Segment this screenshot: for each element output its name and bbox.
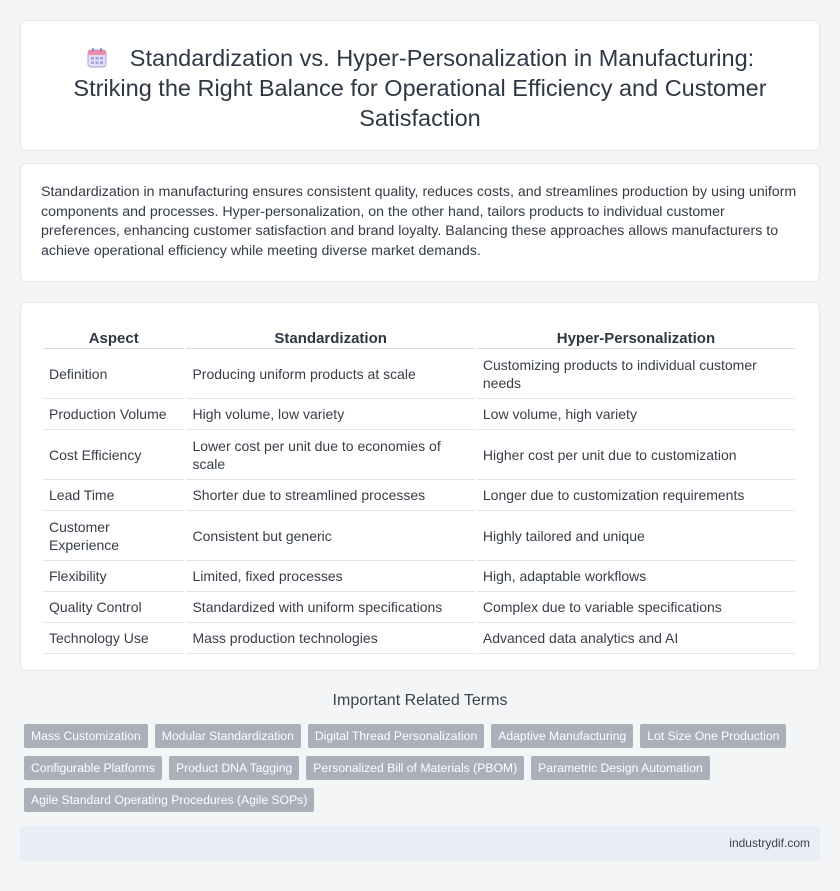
row-hyper-personalization: Longer due to customization requirements [477, 480, 795, 511]
term-tag[interactable]: Lot Size One Production [640, 724, 786, 748]
header-hyper-personalization: Hyper-Personalization [477, 323, 795, 349]
term-tag[interactable]: Digital Thread Personalization [308, 724, 484, 748]
term-tag[interactable]: Configurable Platforms [24, 756, 162, 780]
table-header-row [43, 323, 795, 349]
term-tag[interactable]: Adaptive Manufacturing [491, 724, 633, 748]
row-aspect: Flexibility [43, 561, 184, 592]
row-hyper-personalization: Low volume, high variety [477, 399, 795, 430]
table-row [43, 480, 795, 511]
row-standardization: High volume, low variety [186, 399, 474, 430]
row-aspect: Customer Experience [43, 511, 184, 561]
row-standardization: Producing uniform products at scale [186, 349, 474, 399]
row-aspect: Production Volume [43, 399, 184, 430]
row-hyper-personalization: High, adaptable workflows [477, 561, 795, 592]
term-tag[interactable]: Product DNA Tagging [169, 756, 299, 780]
table-row [43, 511, 795, 561]
table-row [43, 430, 795, 480]
term-tag[interactable]: Agile Standard Operating Procedures (Agile SOPs) [24, 788, 314, 812]
row-standardization: Mass production technologies [186, 623, 474, 654]
row-standardization: Standardized with uniform specifications [186, 592, 474, 623]
table-row [43, 399, 795, 430]
table-row [43, 349, 795, 399]
related-terms-heading: Important Related Terms [332, 692, 508, 709]
header-aspect: Aspect [43, 323, 184, 349]
row-standardization: Limited, fixed processes [186, 561, 474, 592]
table-row [43, 592, 795, 623]
row-hyper-personalization: Highly tailored and unique [477, 511, 795, 561]
term-tag[interactable]: Modular Standardization [155, 724, 301, 748]
related-terms-list [24, 724, 824, 820]
row-aspect: Quality Control [43, 592, 184, 623]
row-aspect: Lead Time [43, 480, 184, 511]
page-title [61, 43, 779, 133]
table-row [43, 561, 795, 592]
term-tag[interactable]: Parametric Design Automation [531, 756, 710, 780]
tag-row [24, 724, 824, 748]
tag-row [24, 756, 824, 780]
page-title-text: Standardization vs. Hyper-Personalization in Manufacturing: Striking the Right Balance for Operational Efficiency and Customer Satisfaction [73, 45, 767, 131]
footer-site-link[interactable]: industrydif.com [729, 836, 810, 850]
row-hyper-personalization: Advanced data analytics and AI [477, 623, 795, 654]
tag-row [24, 788, 824, 812]
row-hyper-personalization: Complex due to variable specifications [477, 592, 795, 623]
row-standardization: Consistent but generic [186, 511, 474, 561]
row-aspect: Definition [43, 349, 184, 399]
intro-paragraph: Standardization in manufacturing ensures consistent quality, reduces costs, and streamlines production by using uniform components and processes. Hyper-personalization, on the other hand, tailors products to individual customer preferences, enhancing customer satisfaction and brand loyalty. Balancing these approaches allows manufacturers to achieve operational efficiency while meeting diverse market demands. [41, 184, 797, 259]
title-card [20, 20, 820, 151]
footer [20, 826, 820, 861]
table-row [43, 623, 795, 654]
row-standardization: Lower cost per unit due to economies of scale [186, 430, 474, 480]
term-tag[interactable]: Mass Customization [24, 724, 148, 748]
intro-card [20, 163, 820, 282]
row-standardization: Shorter due to streamlined processes [186, 480, 474, 511]
row-aspect: Technology Use [43, 623, 184, 654]
comparison-table [41, 323, 797, 654]
comparison-table-card [20, 302, 820, 671]
row-hyper-personalization: Higher cost per unit due to customization [477, 430, 795, 480]
header-standardization: Standardization [186, 323, 474, 349]
calendar-icon [86, 47, 108, 69]
row-aspect: Cost Efficiency [43, 430, 184, 480]
term-tag[interactable]: Personalized Bill of Materials (PBOM) [306, 756, 524, 780]
row-hyper-personalization: Customizing products to individual customer needs [477, 349, 795, 399]
